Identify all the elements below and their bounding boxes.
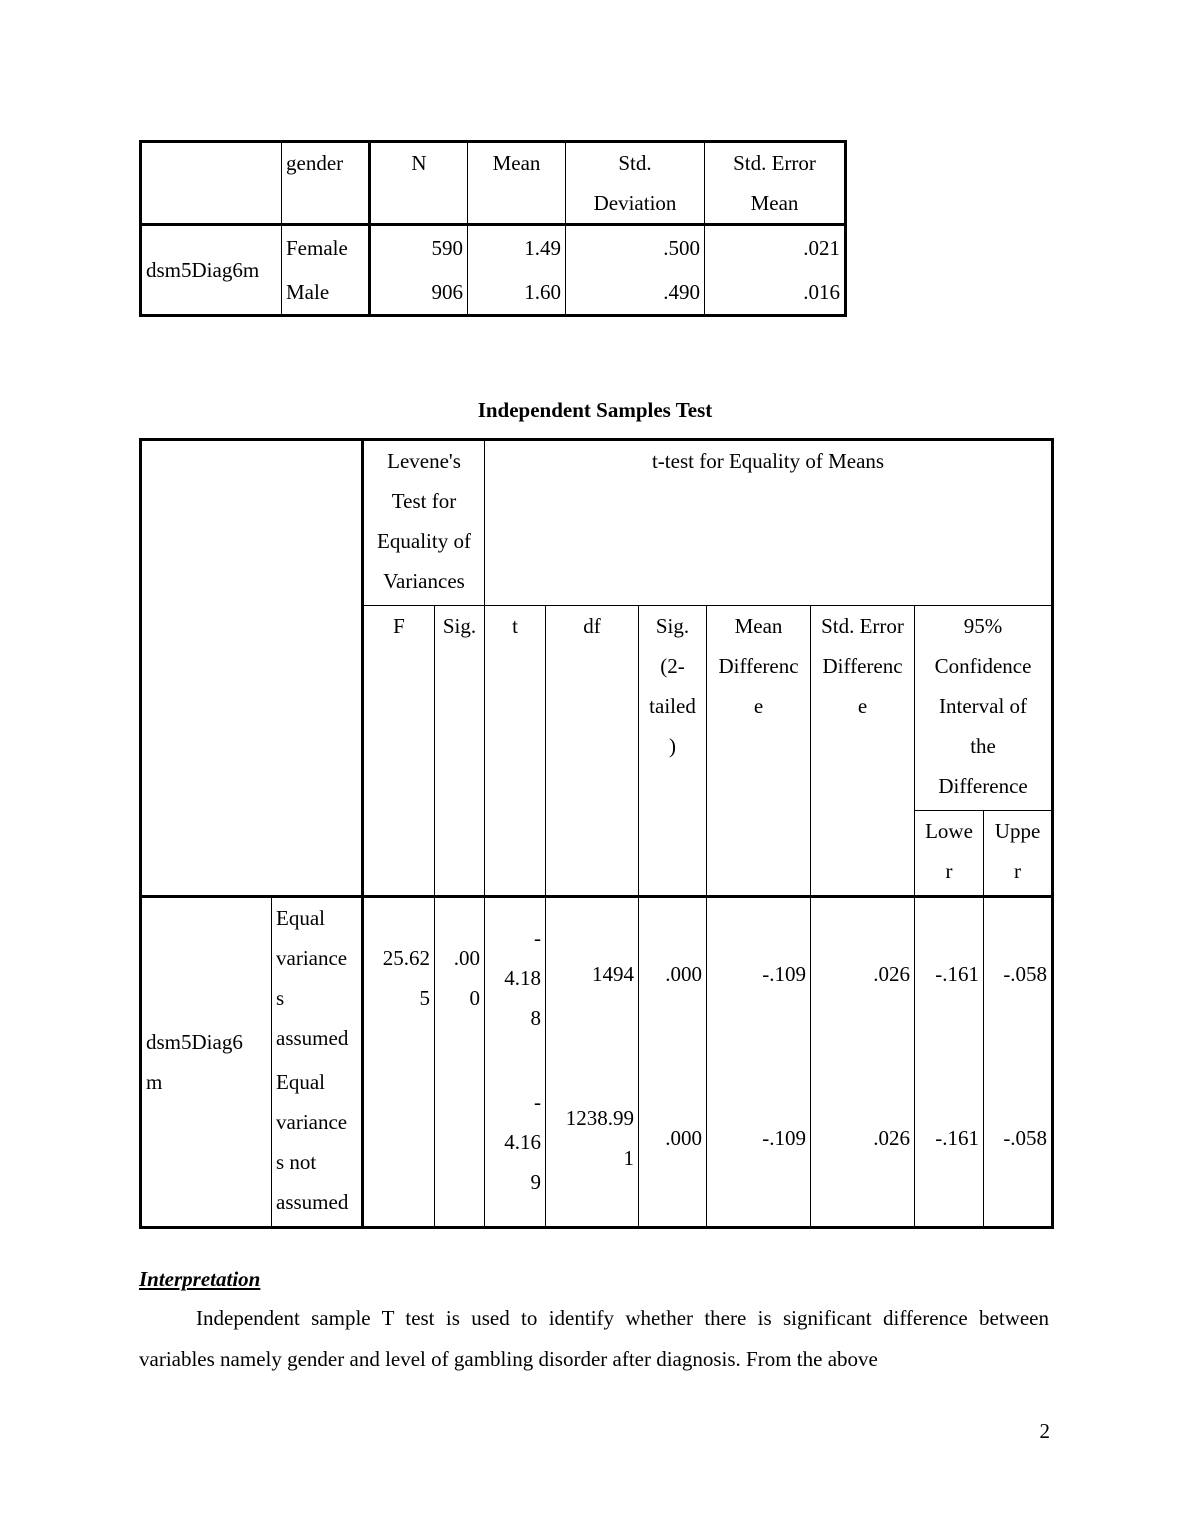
page-number: 2 (1039, 1419, 1050, 1443)
row-label-line: Equal (276, 1070, 325, 1094)
row-label-line: variance (276, 946, 348, 970)
df-value (546, 1062, 639, 1228)
header-ci-line: Difference (938, 774, 1028, 798)
f-value (363, 897, 435, 1063)
t-value (485, 897, 546, 1063)
t-value (485, 1062, 546, 1228)
header-blank (141, 142, 282, 225)
levene-header-line: Equality of (377, 529, 471, 553)
sig-2-tailed-value: .000 (639, 1062, 707, 1228)
header-mean-difference-line: Mean (734, 614, 783, 638)
n-value: 590 (370, 225, 468, 271)
levene-header-line: Variances (383, 569, 465, 593)
sig-value-line: .00 (453, 946, 480, 970)
lower-value: -.161 (915, 897, 984, 1063)
header-lower-line: Lowe (925, 819, 973, 843)
std-deviation-value: .490 (566, 270, 705, 316)
row-label-line: Equal (276, 906, 325, 930)
interpretation-heading: Interpretation (139, 1267, 261, 1291)
header-std-error-difference (811, 606, 915, 897)
interpretation-body: Independent sample T test is used to identify whether there is significant difference between variables namely gender and level of gambling disorder after diagnosis. From the above (139, 1306, 1049, 1371)
sig-value (435, 897, 485, 1063)
header-mean-difference (707, 606, 811, 897)
header-lower-line: r (945, 859, 953, 883)
f-value-line: 25.62 (382, 946, 430, 970)
independent-samples-test-table (139, 438, 1054, 1229)
header-sig-2-line: ) (669, 734, 676, 758)
levene-header-line: Test for (391, 489, 457, 513)
f-value (363, 1062, 435, 1228)
t-value-line: 4.16 (504, 1130, 541, 1154)
header-sig-2-tailed (639, 606, 707, 897)
t-value-line: 4.18 (504, 966, 541, 990)
header-mean: Mean (468, 142, 566, 225)
header-upper-line: r (1014, 859, 1022, 883)
header-std-deviation-line2: Deviation (593, 191, 677, 215)
header-sig-2-line: Sig. (655, 614, 690, 638)
row-label-line: assumed (276, 1026, 349, 1050)
row-label-line: s (276, 986, 285, 1010)
ttest-header: t-test for Equality of Means (485, 440, 1053, 606)
n-value: 906 (370, 270, 468, 316)
variable-name: dsm5Diag6m (141, 225, 282, 316)
t-value-line: 9 (530, 1170, 541, 1194)
group-stats-header-row (141, 142, 846, 225)
header-std-error-mean (705, 142, 846, 225)
header-upper (984, 811, 1053, 897)
gender-value: Female (282, 225, 370, 271)
t-value-line: - (534, 926, 541, 950)
header-ci-line: Interval of (939, 694, 1028, 718)
header-std-deviation (566, 142, 705, 225)
header-ci-line: 95% (963, 614, 1003, 638)
test-title: Independent Samples Test (477, 398, 713, 422)
mean-difference-value: -.109 (707, 897, 811, 1063)
header-std-error-difference-line: Differenc (822, 654, 903, 678)
table-row (141, 1062, 1053, 1228)
variable-name-line: m (146, 1070, 163, 1094)
row-label (272, 1062, 363, 1228)
row-label-line: s not (276, 1150, 317, 1174)
sig-value (435, 1062, 485, 1228)
header-confidence-interval (915, 606, 1053, 811)
levene-header (363, 440, 485, 606)
header-sig-2-line: (2- (660, 654, 685, 678)
std-error-difference-value: .026 (811, 897, 915, 1063)
row-label-line: variance (276, 1110, 348, 1134)
header-std-error-difference-line: Std. Error (821, 614, 904, 638)
mean-difference-value: -.109 (707, 1062, 811, 1228)
lower-value: -.161 (915, 1062, 984, 1228)
upper-value: -.058 (984, 1062, 1053, 1228)
header-ci-line: the (970, 734, 996, 758)
header-std-error-line1: Std. Error (733, 151, 816, 175)
sig-2-tailed-value: .000 (639, 897, 707, 1063)
mean-value: 1.60 (468, 270, 566, 316)
header-n: N (370, 142, 468, 225)
table-row (141, 897, 1053, 1063)
header-blank (141, 440, 363, 897)
header-std-error-difference-line: e (857, 694, 868, 718)
variable-name-line: dsm5Diag6 (146, 1030, 243, 1054)
std-error-difference-value: .026 (811, 1062, 915, 1228)
header-gender: gender (282, 142, 370, 225)
header-std-deviation-line1: Std. (618, 151, 652, 175)
header-f: F (363, 606, 435, 897)
df-value-line: 1238.99 (565, 1106, 634, 1130)
header-mean-difference-line: e (753, 694, 764, 718)
header-df: df (546, 606, 639, 897)
levene-header-line: Levene's (387, 449, 461, 473)
header-row-1 (141, 440, 1053, 606)
header-sig-2-line: tailed (649, 694, 696, 718)
header-upper-line: Uppe (994, 819, 1041, 843)
header-std-error-line2: Mean (750, 191, 799, 215)
std-error-value: .021 (705, 225, 846, 271)
f-value-line: 5 (419, 986, 430, 1010)
gender-value: Male (282, 270, 370, 316)
header-ci-line: Confidence (934, 654, 1032, 678)
header-sig: Sig. (435, 606, 485, 897)
group-statistics-table (139, 140, 847, 317)
upper-value: -.058 (984, 897, 1053, 1063)
row-label-line: assumed (276, 1190, 349, 1214)
t-value-line: - (534, 1090, 541, 1114)
df-value-line: 1 (623, 1146, 634, 1170)
header-mean-difference-line: Differenc (718, 654, 799, 678)
std-deviation-value: .500 (566, 225, 705, 271)
t-value-line: 8 (530, 1006, 541, 1030)
std-error-value: .016 (705, 270, 846, 316)
mean-value: 1.49 (468, 225, 566, 271)
table-row (141, 225, 846, 271)
sig-value-line: 0 (469, 986, 480, 1010)
header-t: t (485, 606, 546, 897)
row-label (272, 897, 363, 1063)
variable-name (141, 897, 272, 1228)
header-lower (915, 811, 984, 897)
df-value: 1494 (546, 897, 639, 1063)
